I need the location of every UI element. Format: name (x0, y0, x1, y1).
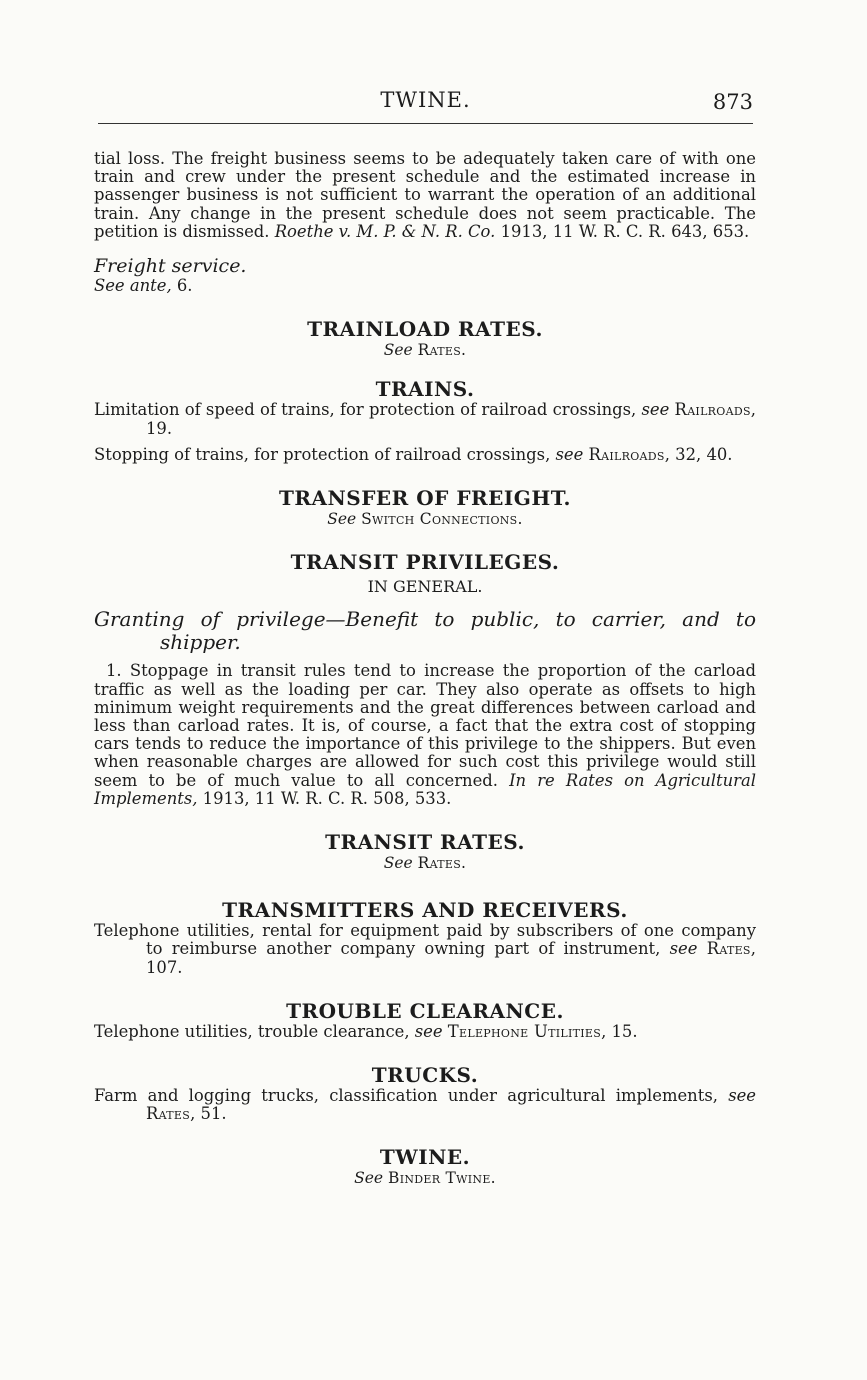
citation-reference: 1913, 11 W. R. C. R. 643, 653. (495, 221, 750, 241)
paragraph-stoppage-in-transit (94, 662, 756, 808)
reference-target: Rates (706, 939, 751, 959)
index-entry-stopping-trains (94, 446, 756, 464)
reference-target: Rates. (417, 341, 467, 360)
citation-reference: 1913, 11 W. R. C. R. 508, 533. (197, 788, 452, 808)
see-word: see (641, 400, 670, 420)
reference-target: Telephone Utilities (447, 1021, 602, 1041)
see-word: See (354, 1169, 384, 1188)
running-head (98, 88, 753, 132)
see-ante-ref: 6. (171, 276, 193, 296)
subsection-title: IN GENERAL. (367, 577, 483, 597)
see-word: See (327, 510, 357, 529)
reference-number: , 107. (146, 939, 756, 977)
running-head-title: TWINE. (380, 88, 471, 112)
section-title-trains: TRAINS. (375, 377, 475, 402)
reference-target: Rates (146, 1104, 191, 1124)
freight-service-heading: Freight service. (94, 255, 247, 278)
see-word: see (555, 444, 584, 464)
section-title-trainload-rates: TRAINLOAD RATES. (307, 317, 543, 342)
see-word: See (383, 341, 413, 360)
reference-target: Railroads (588, 444, 665, 464)
section-title-twine: TWINE. (379, 1145, 471, 1170)
index-entry-farm-trucks (94, 1087, 756, 1123)
reference-number: , 19. (146, 400, 756, 438)
see-ante-text: See ante, (94, 276, 172, 296)
page-number: 873 (712, 90, 753, 114)
entry-text: Telephone utilities, rental for equipment paid by subscribers of one company to reimburse another company owning part of instrument, (94, 921, 756, 959)
reference-number: , 15. (601, 1021, 638, 1041)
see-ante-line (94, 277, 756, 295)
section-title-trouble-clearance: TROUBLE CLEARANCE. (286, 998, 564, 1023)
reference-target: Railroads (674, 400, 751, 420)
see-word: See (383, 854, 413, 873)
cross-reference-transfer (94, 510, 756, 528)
section-title-transit-rates: TRANSIT RATES. (325, 830, 525, 855)
header-rule (98, 123, 753, 124)
cross-reference-transit-rates (94, 854, 756, 872)
see-word: see (414, 1021, 443, 1041)
entry-text: Limitation of speed of trains, for protection of railroad crossings, (94, 400, 642, 420)
section-title-trucks: TRUCKS. (371, 1063, 479, 1088)
page-body (94, 150, 756, 1188)
case-citation: In re Rates on Agricultural Implements, (94, 770, 756, 808)
entry-text: Stopping of trains, for protection of railroad crossings, (94, 444, 556, 464)
section-title-transit-privileges: TRANSIT PRIVILEGES. (290, 550, 560, 575)
reference-number: , 32, 40. (664, 444, 733, 464)
section-title-transmitters-and-receivers: TRANSMITTERS AND RECEIVERS. (222, 898, 628, 923)
case-citation: Roethe v. M. P. & N. R. Co. (274, 221, 496, 241)
paragraph-text: tial loss. The freight business seems to be adequately taken care of with one train and crew under the present schedule and the estimated increase in passenger business is not sufficient to warrant the operation of an additional train. Any change in the present schedule does not seem practicable. The petition is dismissed. (94, 149, 756, 241)
index-entry-speed-limitation (94, 401, 756, 437)
entry-text: Telephone utilities, trouble clearance, (94, 1021, 415, 1041)
continued-paragraph (94, 150, 756, 241)
see-word: see (669, 939, 698, 959)
topic-heading-granting-privilege: Granting of privilege—Benefit to public, to carrier, and to shipper. (94, 607, 756, 655)
reference-number: , 51. (190, 1104, 227, 1124)
reference-target: Rates. (417, 854, 467, 873)
reference-target: Binder Twine. (388, 1169, 496, 1188)
see-word: see (728, 1086, 756, 1106)
index-entry-trouble-clearance (94, 1023, 756, 1041)
index-entry-telephone-rental (94, 922, 756, 977)
entry-text: Farm and logging trucks, classification under agricultural implements, (94, 1086, 729, 1106)
cross-reference-twine (94, 1169, 756, 1187)
reference-target: Switch Connections. (361, 510, 523, 529)
section-title-transfer-of-freight: TRANSFER OF FREIGHT. (278, 486, 572, 511)
paragraph-text: 1. Stoppage in transit rules tend to increase the proportion of the carload traffic as well as the loading per car. They also operate as offsets to high minimum weight requirements and the great differences between carload and less than carload rates. It is, of course, a fact that the extra cost of stopping cars tends to reduce the importance of this privilege to the shippers. But even when reasonable charges are allowed for such cost this privilege would still seem to be of much value to all concerned. (94, 661, 756, 790)
cross-reference-trainload (94, 341, 756, 359)
